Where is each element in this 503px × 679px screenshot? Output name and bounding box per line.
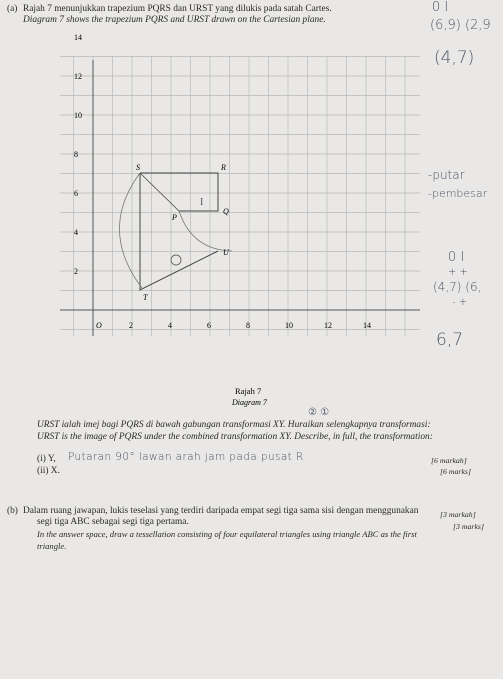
x-tick-label: 8 <box>246 321 250 330</box>
point-u-label: U <box>223 248 229 257</box>
origin-label: O <box>96 321 102 330</box>
point-r-label: R <box>221 163 226 172</box>
hand-note-mid-1: 0 I <box>448 250 465 265</box>
x-tick-label: 10 <box>285 321 293 330</box>
question-a-label: (a) <box>7 4 18 14</box>
pqrs-side-sp <box>140 173 179 211</box>
part-i-label: (i) Y, <box>37 454 56 464</box>
question-b-text-en-2: triangle. <box>37 541 67 551</box>
part-marks-en: [6 marks] <box>440 467 471 476</box>
x-tick-labels <box>129 321 371 330</box>
caption-en: Diagram 7 <box>232 398 267 407</box>
caption-ms: Rajah 7 <box>235 386 262 396</box>
point-s-label: S <box>136 163 140 172</box>
x-tick-label: 6 <box>207 321 211 330</box>
y-tick-label: 8 <box>74 150 78 159</box>
x-tick-label: 14 <box>363 321 371 330</box>
hand-circle <box>171 255 181 265</box>
y-tick-labels <box>74 33 82 276</box>
hand-note-top-1: 0 I <box>432 0 449 15</box>
question-b-label: (b) <box>7 506 18 516</box>
x-tick-label: 2 <box>129 321 133 330</box>
point-p-label: P <box>172 213 177 222</box>
hand-note-mid-2: + + <box>448 267 468 278</box>
x-tick-label: 4 <box>168 321 172 330</box>
hand-i-mark: I <box>200 197 204 208</box>
y-tick-label: 6 <box>74 189 78 198</box>
y-tick-label: 14 <box>74 33 82 42</box>
question-a-text-ms: Rajah 7 menunjukkan trapezium PQRS dan URST yang dilukis pada satah Cartes. <box>23 4 332 14</box>
hand-note-mid-3: (4,7) (6, <box>433 280 482 294</box>
question-b-marks-ms: [3 markah] <box>440 510 476 519</box>
instruction-ms: URST ialah imej bagi PQRS di bawah gabungan transformasi XY. Huraikan selengkapnya transformasi: <box>37 420 431 430</box>
hand-note-top-3: (4,7) <box>434 48 475 68</box>
x-tick-label: 12 <box>324 321 332 330</box>
question-b-text-ms-2: segi tiga ABC sebagai segi tiga pertama. <box>37 517 189 527</box>
instruction-en: URST is the image of PQRS under the combined transformation XY. Describe, in full, the transformation: <box>37 432 433 442</box>
grid-lines <box>60 56 420 336</box>
question-b-text-ms-1: Dalam ruang jawapan, lukis teselasi yang terdiri daripada empat segi tiga sama sisi dengan menggunakan <box>23 506 419 516</box>
y-tick-label: 4 <box>74 228 78 237</box>
question-a-text-en: Diagram 7 shows the trapezium PQRS and URST drawn on the Cartesian plane. <box>23 15 326 25</box>
point-t-label: T <box>143 293 148 302</box>
hand-answer-i: Putaran 90° lawan arah jam pada pusat R <box>68 451 304 463</box>
question-b-marks-en: [3 marks] <box>453 522 484 531</box>
hand-note-pembesar: -pembesar <box>428 187 488 200</box>
part-ii-label: (ii) X. <box>37 466 60 476</box>
point-q-label: Q <box>223 207 229 216</box>
hand-circled-numbers: ② ① <box>308 407 330 418</box>
hand-note-putar: -putar <box>428 168 465 182</box>
part-marks-ms: [6 markah] <box>431 456 467 465</box>
hand-note-mid-4: - + <box>452 297 468 308</box>
hand-note-mid-5: 6,7 <box>436 330 464 350</box>
question-b-text-en-1: In the answer space, draw a tessellation consisting of four equilateral triangles using triangle ABC as the first <box>37 529 417 539</box>
y-tick-label: 12 <box>74 72 82 81</box>
hand-note-top-2: (6,9) (2,9 <box>430 18 491 33</box>
y-tick-label: 10 <box>74 111 82 120</box>
y-tick-label: 2 <box>74 267 78 276</box>
arc-construction-2 <box>179 211 232 251</box>
